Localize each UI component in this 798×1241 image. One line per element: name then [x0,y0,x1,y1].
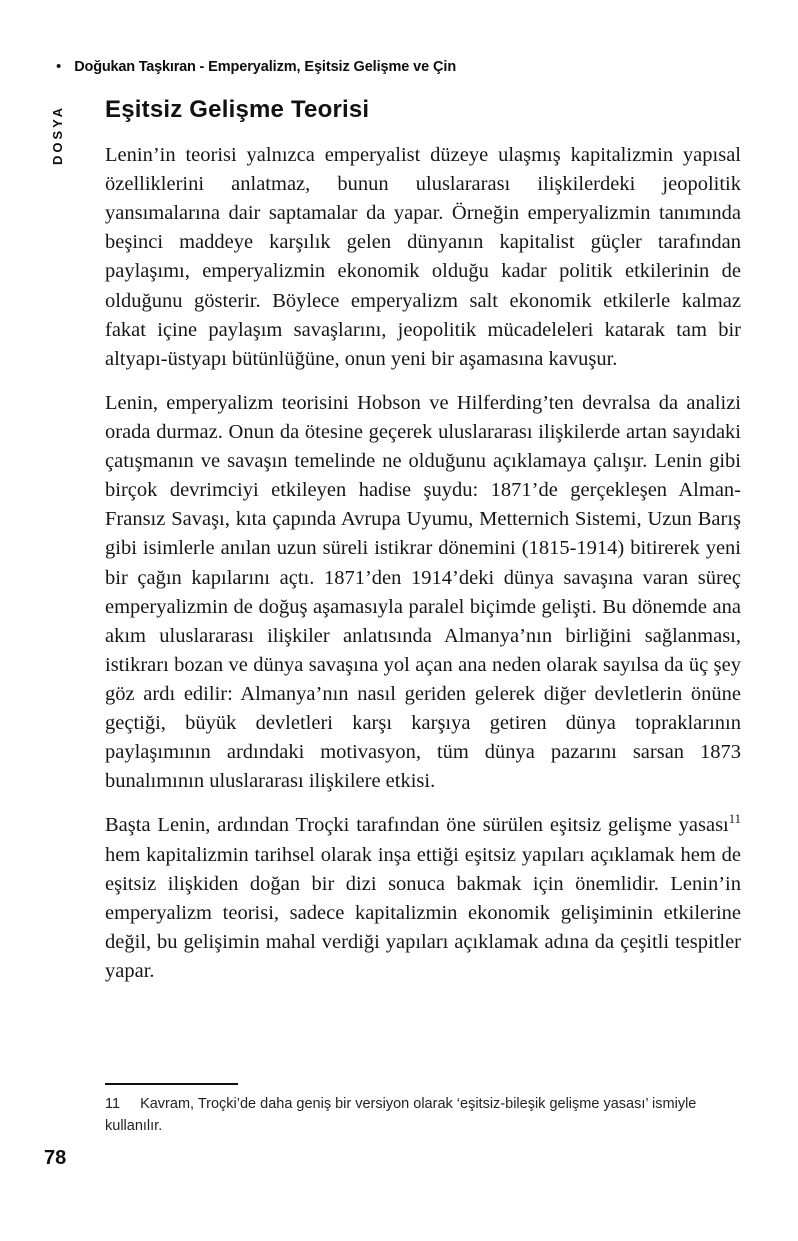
section-heading: Eşitsiz Gelişme Teorisi [105,96,370,123]
paragraph-1: Lenin’in teorisi yalnızca emperyalist düzeye ulaşmış kapitalizmin yapısal özelliklerini anlatmaz, bunun uluslararası ilişkilerdeki jeopolitik yansımalarına dair saptamalar da yapar. Örneğin emperyalizmin tanımında beşinci maddeye karşılık gelen dünyanın kapitalist güçler tarafından paylaşımı, emperyalizmin ekonomik olduğu kadar politik etkilerinin de olduğunu gösterir. Böylece emperyalizm salt ekonomik etkilerle kalmaz fakat içine paylaşım savaşlarını, jeopolitik mücadeleleri katarak tam bir altyapı-üstyapı bütünlüğüne, onun yeni bir aşamasına kavuşur. [105,144,741,370]
header-author: Doğukan Taşkıran - [74,59,205,75]
text-column [105,96,741,1001]
footnote-text: Kavram, Troçki’de daha geniş bir versiyon olarak ‘eşitsiz-bileşik gelişme yasası’ ismiyle kullanılır. [105,1096,697,1134]
page-number: 78 [44,1147,67,1169]
footnote-number: 11 [105,1096,121,1112]
footnote-divider [105,1083,238,1085]
section-side-label: DOSYA [50,104,65,165]
paragraph-3-text-continued: hem kapitalizmin tarihsel olarak inşa ettiği eşitsiz yapıları açıklamak hem de eşitsiz ilişkiden doğan bir dizi sonuca bakmak için önemlidir. Lenin’in emperyalizm teorisi, sadece kapitalizmin ekonomik gelişiminin etkilerine değil, bu gelişimin mahal verdiği yapıları açıklamak adına da çeşitli tespitler yapar. [105,843,741,982]
paragraph-2: Lenin, emperyalizm teorisini Hobson ve Hilferding’ten devralsa da analizi orada durmaz. Onun da ötesine geçerek uluslararası ilişkilerde artan sayıdaki çatışmanın ve savaşın temelinde ne olduğunu açıklamaya çalışır. Lenin gibi birçok devrimciyi etkileyen hadise şuydu: 1871’de gerçekleşen Alman-Fransız Savaşı, kıta çapında Avrupa Uyumu, Metternich Sistemi, Uzun Barış gibi isimlerle anılan uzun süreli istikrar dönemini (1815-1914) bitirerek yeni bir çağın kapılarını açtı. 1871’den 1914’deki dünya savaşına varan süreç emperyalizmin de doğuş aşamasıyla paralel biçimde gelişti. Bu dönemde ana akım uluslararası ilişkiler anlatısında Almanya’nın birliğini sağlanması, istikrarı bozan ve dünya savaşına yol açan ana neden olarak sayılsa da üç şey göz ardı edilir: Almanya’nın nasıl geriden gelerek diğer devletlerin önüne geçtiği, büyük devletleri karşı karşıya getiren dünya topraklarının paylaşımının ardındaki motivasyon, tüm dünya pazarını sarsan 1873 bunalımının uluslararası ilişkilere etkisi. [105,391,741,793]
bullet-icon: • [56,58,62,75]
footnote-block [105,1083,741,1138]
paragraph-3-text: Başta Lenin, ardından Troçki tarafından öne sürülen eşitsiz gelişme yasası [105,814,729,837]
running-header [56,58,741,75]
footnote [105,1094,741,1138]
footnote-reference: 11 [728,812,741,827]
header-book-title: Emperyalizm, Eşitsiz Gelişme ve Çin [208,59,457,75]
paragraph-3 [105,811,741,986]
